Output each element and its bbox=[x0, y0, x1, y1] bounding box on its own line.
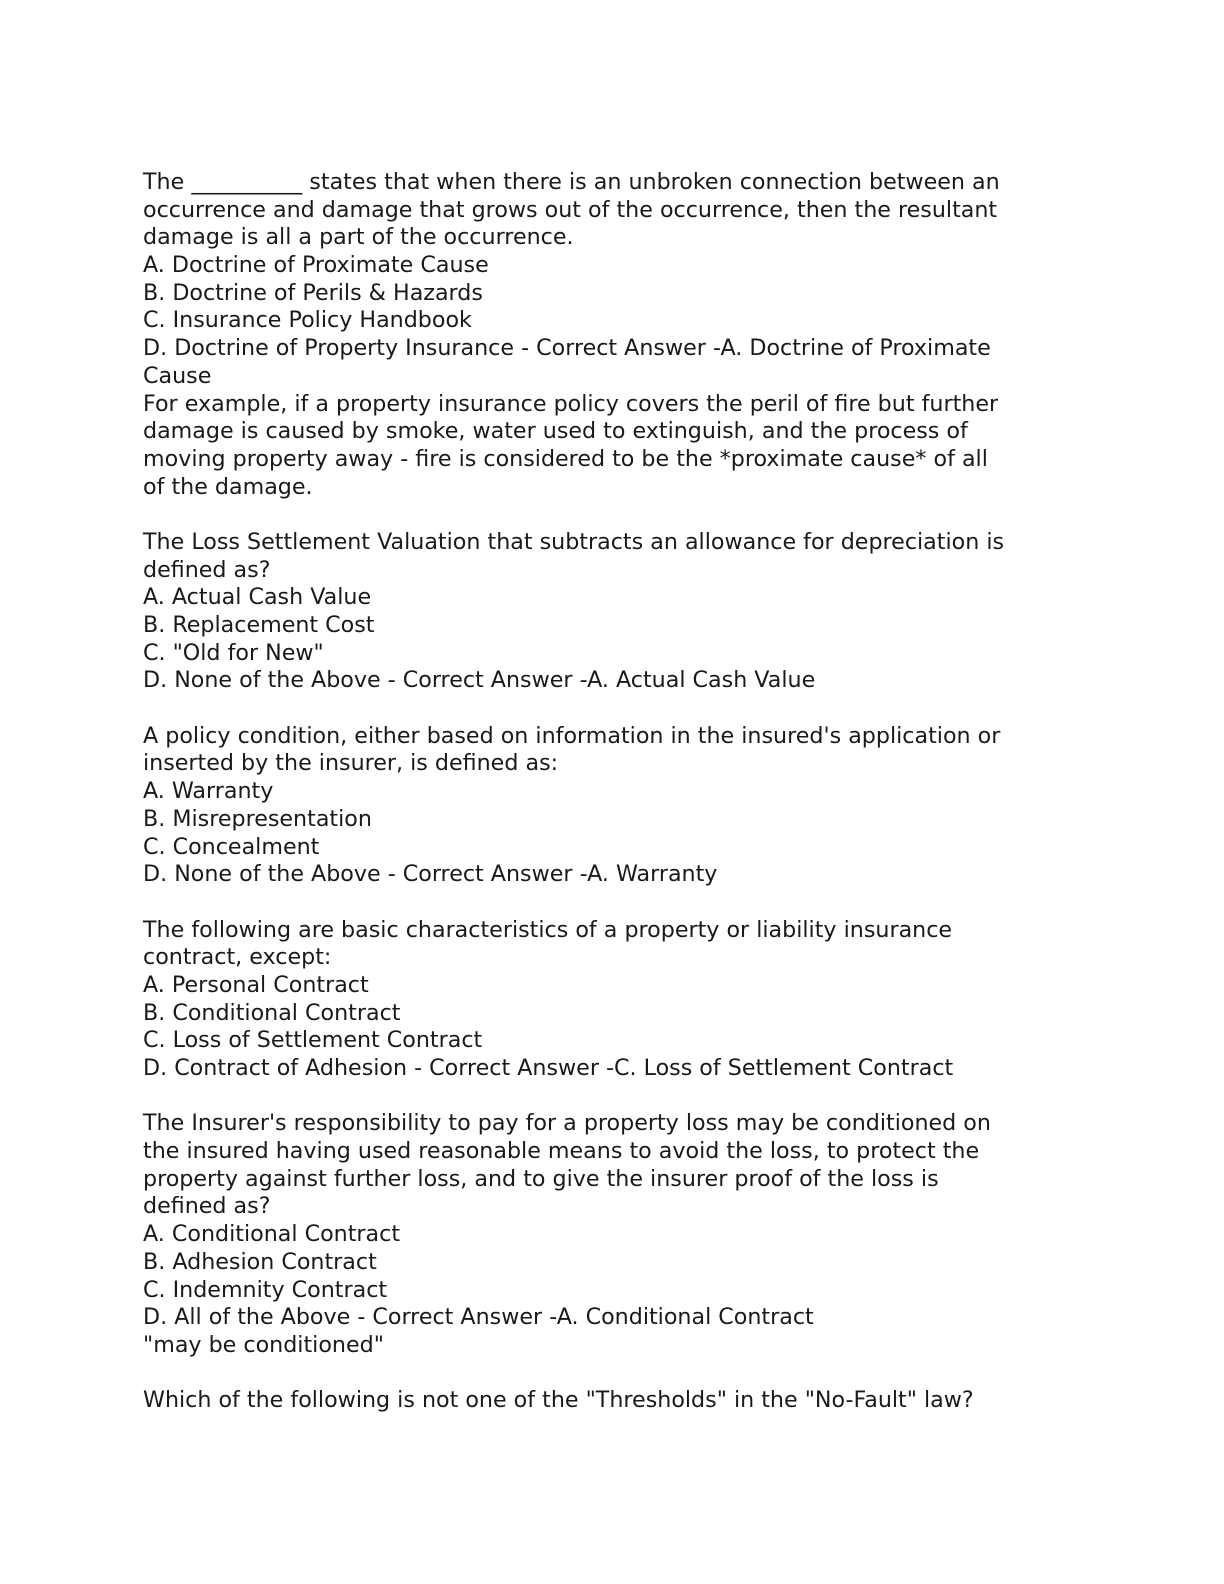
text-line: The Insurer's responsibility to pay for a property loss may be conditioned on bbox=[143, 1110, 991, 1137]
explanation-line: damage is caused by smoke, water used to extinguish, and the process of bbox=[143, 418, 968, 445]
question-block-6 bbox=[143, 1387, 1083, 1415]
answer-option: B. Adhesion Contract bbox=[143, 1248, 377, 1275]
text-line: The Loss Settlement Valuation that subtracts an allowance for depreciation is bbox=[143, 528, 1005, 555]
answer-option: A. Warranty bbox=[143, 778, 274, 805]
explanation-line: of the damage. bbox=[143, 473, 313, 500]
answer-option: A. Personal Contract bbox=[143, 971, 369, 998]
text-line: The following are basic characteristics of a property or liability insurance bbox=[143, 916, 953, 943]
answer-option: C. "Old for New" bbox=[143, 639, 324, 666]
text-line: Which of the following is not one of the "Thresholds" in the "No-Fault" law? bbox=[143, 1387, 974, 1414]
text-line: property against further loss, and to give the insurer proof of the loss is bbox=[143, 1165, 939, 1192]
question-block-4 bbox=[143, 917, 1083, 1083]
answer-option: B. Replacement Cost bbox=[143, 612, 375, 638]
text-line: Cause bbox=[143, 362, 212, 389]
paragraph-gap bbox=[143, 695, 1083, 723]
paragraph-gap bbox=[143, 889, 1083, 917]
answer-option: D. Doctrine of Property Insurance - Correct Answer -A. Doctrine of Proximate bbox=[143, 335, 991, 362]
answer-option: A. Conditional Contract bbox=[143, 1221, 401, 1248]
text-line: contract, except: bbox=[143, 944, 332, 971]
question-block-1 bbox=[143, 169, 1083, 501]
paragraph-gap bbox=[143, 501, 1083, 529]
paragraph-gap bbox=[143, 1083, 1083, 1111]
answer-option: C. Insurance Policy Handbook bbox=[143, 307, 472, 334]
answer-option: B. Doctrine of Perils & Hazards bbox=[143, 279, 483, 306]
text-line: the insured having used reasonable means to avoid the loss, to protect the bbox=[143, 1138, 980, 1165]
text-line: damage is all a part of the occurrence. bbox=[143, 224, 574, 251]
question-block-3 bbox=[143, 723, 1083, 889]
answer-option: C. Loss of Settlement Contract bbox=[143, 1027, 483, 1054]
answer-option: C. Indemnity Contract bbox=[143, 1276, 388, 1303]
text-line: The __________ states that when there is an unbroken connection between an bbox=[143, 169, 1000, 195]
explanation-line: moving property away - fire is considered to be the *proximate cause* of all bbox=[143, 445, 988, 472]
text-line: A policy condition, either based on information in the insured's application or bbox=[143, 722, 1001, 749]
text-line: defined as? bbox=[143, 556, 271, 583]
document-page bbox=[143, 169, 1083, 1415]
text-line: occurrence and damage that grows out of the occurrence, then the resultant bbox=[143, 196, 998, 223]
paragraph-gap bbox=[143, 1360, 1083, 1388]
explanation-line: "may be conditioned" bbox=[143, 1331, 384, 1358]
answer-option: D. Contract of Adhesion - Correct Answer -C. Loss of Settlement Contract bbox=[143, 1055, 954, 1081]
answer-option: D. None of the Above - Correct Answer -A. Actual Cash Value bbox=[143, 667, 816, 694]
question-block-2 bbox=[143, 529, 1083, 695]
explanation-line: For example, if a property insurance policy covers the peril of fire but further bbox=[143, 390, 999, 417]
text-line: defined as? bbox=[143, 1193, 271, 1220]
answer-option: A. Actual Cash Value bbox=[143, 584, 372, 611]
answer-option: D. None of the Above - Correct Answer -A. Warranty bbox=[143, 861, 718, 888]
answer-option: B. Conditional Contract bbox=[143, 999, 401, 1026]
answer-option: B. Misrepresentation bbox=[143, 805, 372, 832]
answer-option: C. Concealment bbox=[143, 833, 320, 860]
answer-option: A. Doctrine of Proximate Cause bbox=[143, 252, 489, 279]
question-block-5 bbox=[143, 1110, 1083, 1359]
text-line: inserted by the insurer, is defined as: bbox=[143, 750, 559, 777]
answer-option: D. All of the Above - Correct Answer -A. Conditional Contract bbox=[143, 1304, 814, 1331]
